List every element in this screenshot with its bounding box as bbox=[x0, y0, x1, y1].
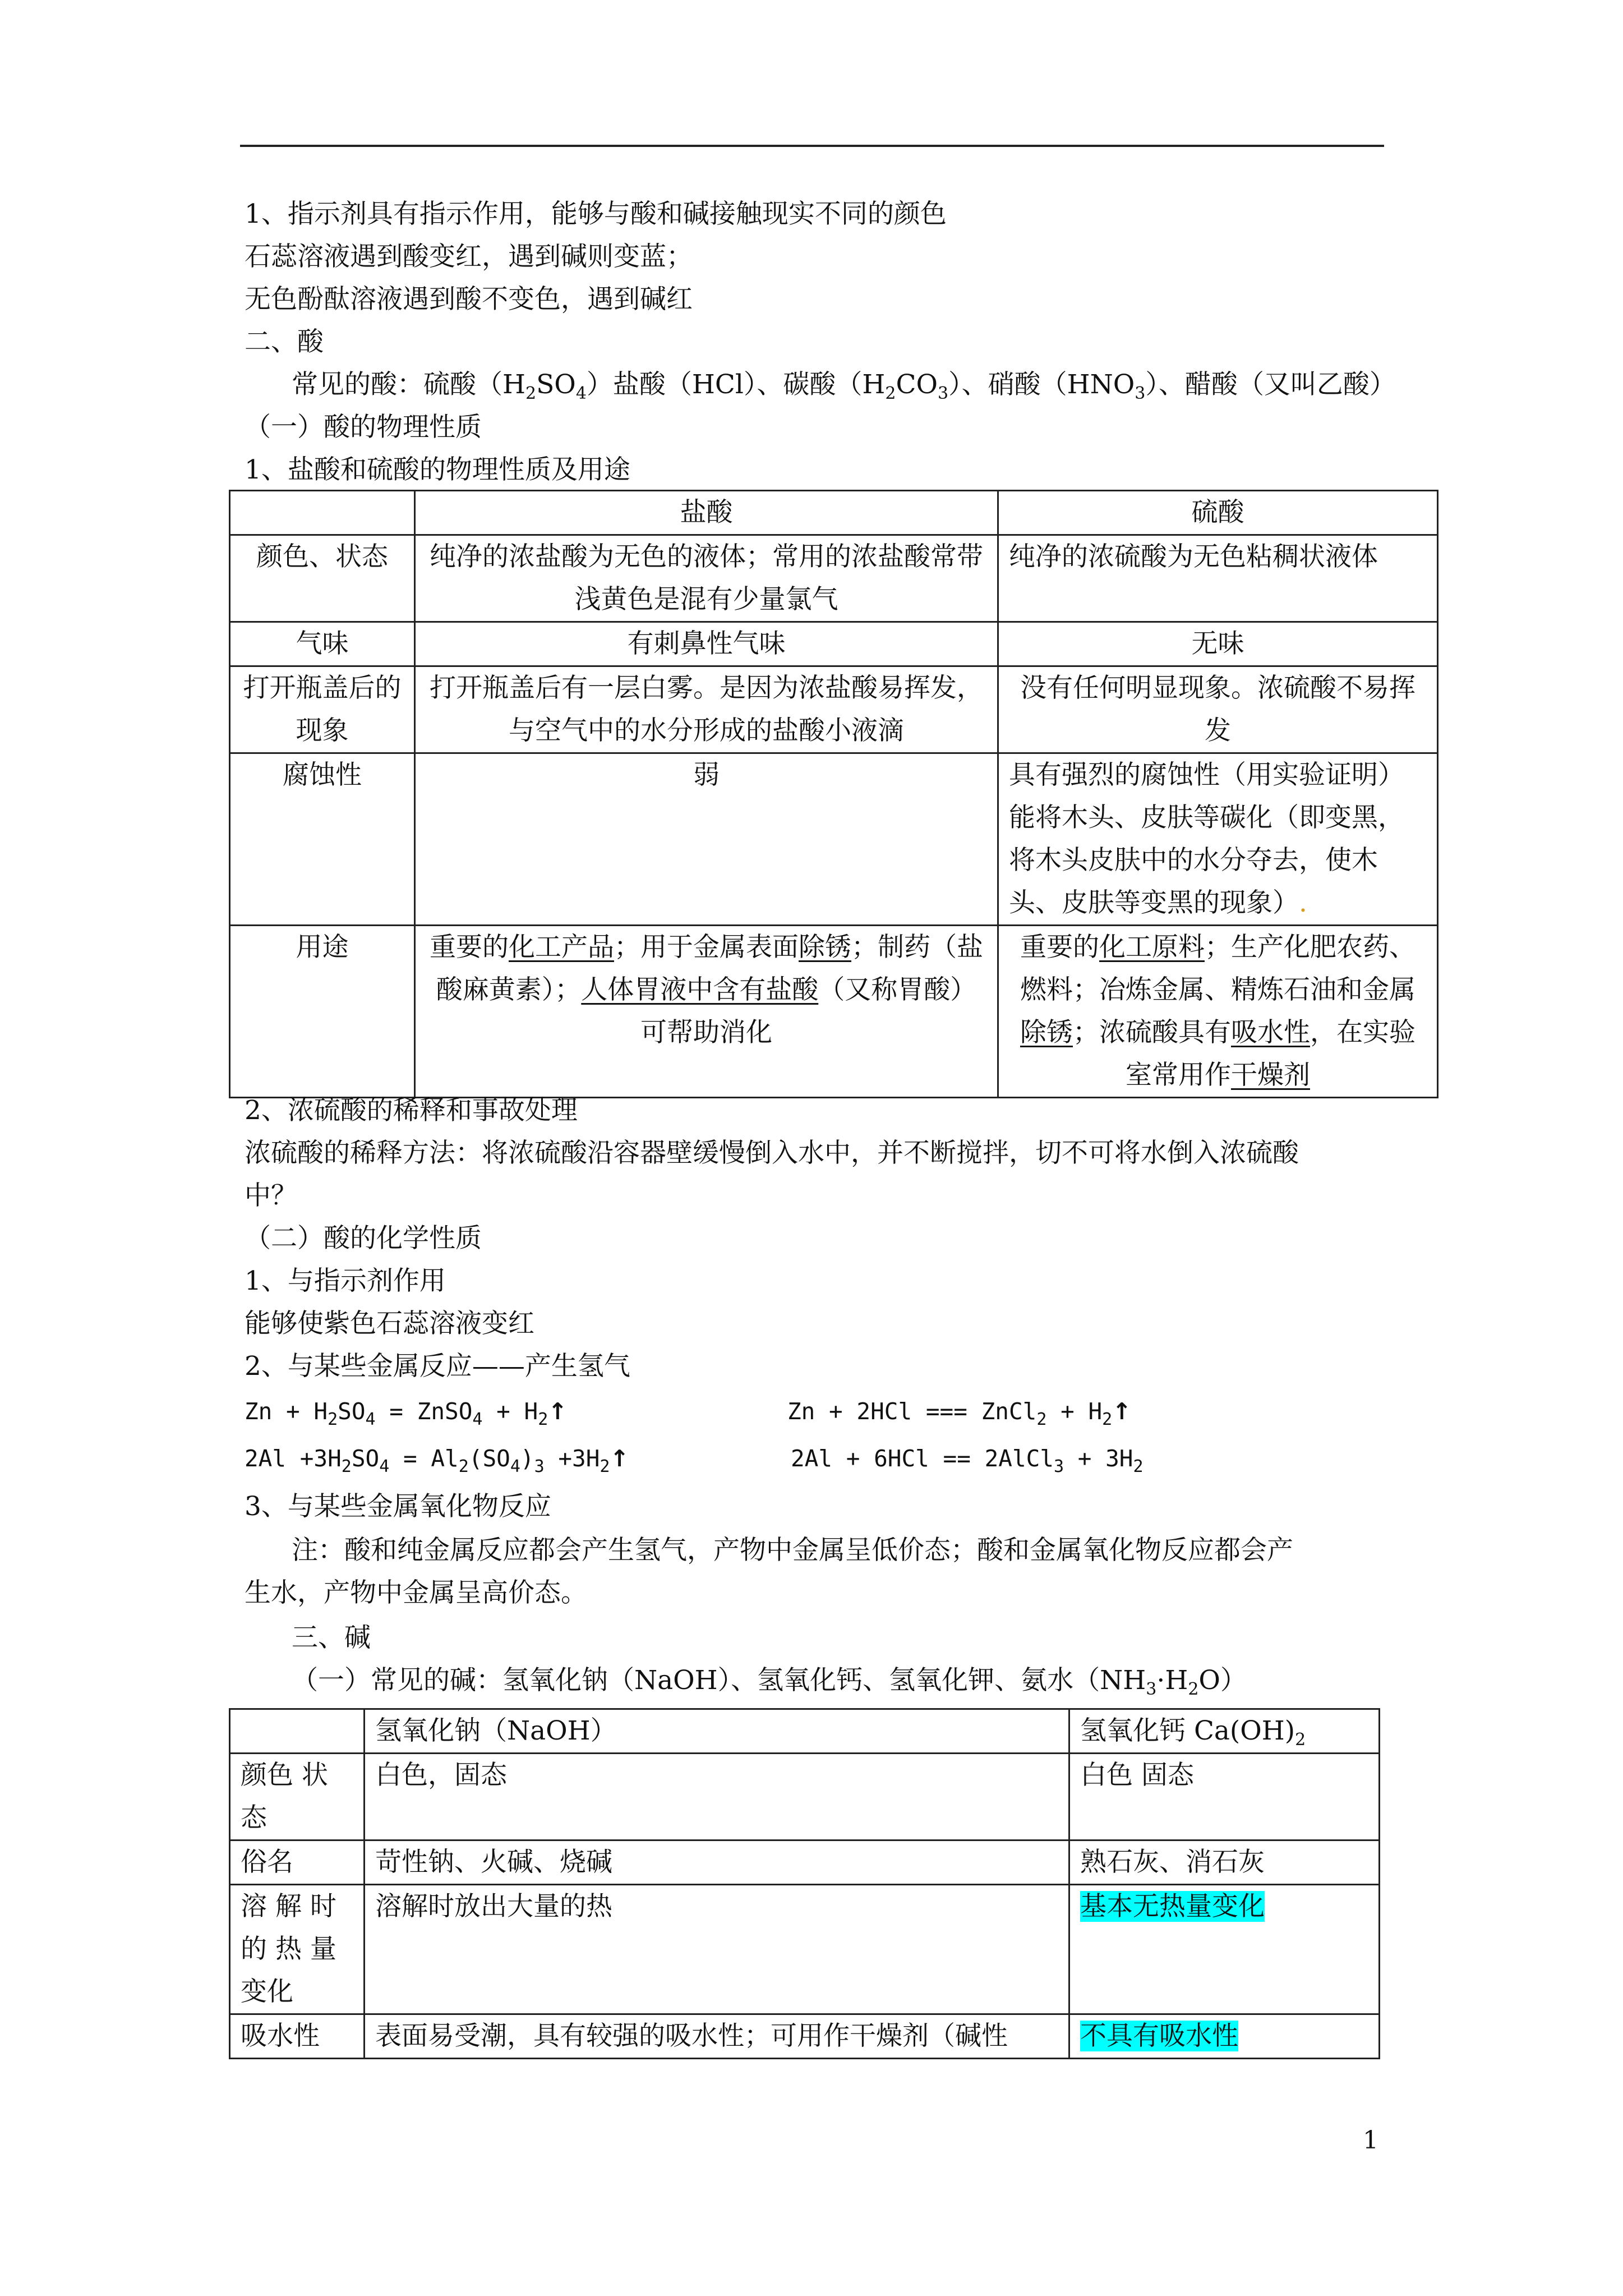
row-label: 溶 解 时 的 热 量 变化 bbox=[230, 1885, 365, 2014]
table-cell: 纯净的浓盐酸为无色的液体；常用的浓盐酸常带浅黄色是混有少量氯气 bbox=[415, 535, 998, 622]
base-table bbox=[229, 1708, 1380, 2059]
dilution-text-cont: 中？ bbox=[245, 1180, 297, 1211]
row-label: 腐蚀性 bbox=[230, 753, 415, 926]
dilution-heading: 2、浓硫酸的稀释和事故处理 bbox=[245, 1095, 578, 1126]
table-cell: 苛性钠、火碱、烧碱 bbox=[365, 1841, 1069, 1885]
up-arrow-icon: ↑ bbox=[1112, 1398, 1132, 1425]
acid-table bbox=[229, 490, 1438, 1098]
table-cell-highlight: 基本无热量变化 bbox=[1069, 1885, 1380, 2014]
up-arrow-icon: ↑ bbox=[610, 1445, 629, 1472]
table-cell: 无味 bbox=[998, 622, 1438, 666]
table-cell-h2so4-use: 重要的化工原料；生产化肥农药、燃料；冶炼金属、精炼石油和金属除锈；浓硫酸具有吸水性，在实验室常用作干燥剂 bbox=[998, 926, 1438, 1098]
table-cell: 白色，固态 bbox=[365, 1754, 1069, 1841]
table-cell: 纯净的浓硫酸为无色粘稠状液体 bbox=[998, 535, 1438, 622]
chemical-item-1-text: 能够使紫色石蕊溶液变红 bbox=[245, 1308, 534, 1339]
equation-zn-h2so4: $Zn + H_2SO_4$ = ZnSO$_4$ + $H_2↑$ bbox=[245, 1398, 568, 1429]
table-cell: 白色 固态 bbox=[1069, 1754, 1380, 1841]
row-label: 吸水性 bbox=[230, 2014, 365, 2059]
equation-al-h2so4: $2Al +3H_2SO_4 = Al_2(SO_4)_3$ $+3H_2↑$ bbox=[245, 1445, 629, 1476]
table-cell: 溶解时放出大量的热 bbox=[365, 1885, 1069, 2014]
base-heading: 三、碱 bbox=[292, 1622, 371, 1653]
dilution-text: 浓硫酸的稀释方法：将浓硫酸沿容器壁缓慢倒入水中，并不断搅拌，切不可将水倒入浓硫酸 bbox=[245, 1138, 1299, 1168]
row-label: 颜色 状 态 bbox=[230, 1754, 365, 1841]
row-label: 气味 bbox=[230, 622, 415, 666]
chemical-item-2: 2、与某些金属反应——产生氢气 bbox=[245, 1351, 630, 1382]
note-line-2: 生水，产物中金属呈高价态。 bbox=[245, 1577, 587, 1608]
intro-line-2: 石蕊溶液遇到酸变红，遇到碱则变蓝； bbox=[245, 241, 693, 272]
table-header-empty bbox=[230, 491, 415, 535]
table-header-caoh: 氢氧化钙 $Ca(OH)_2$ bbox=[1069, 1709, 1380, 1754]
row-label: 颜色、状态 bbox=[230, 535, 415, 622]
page-number: 1 bbox=[1363, 2126, 1378, 2155]
table-cell: 弱 bbox=[415, 753, 998, 926]
row-label: 俗名 bbox=[230, 1841, 365, 1885]
table-cell: 表面易受潮，具有较强的吸水性；可用作干燥剂（碱性 bbox=[365, 2014, 1069, 2059]
table-heading: 1、盐酸和硫酸的物理性质及用途 bbox=[245, 454, 630, 485]
table-header-h2so4: 硫酸 bbox=[998, 491, 1438, 535]
table-header-naoh: 氢氧化钠（NaOH） bbox=[365, 1709, 1069, 1754]
table-header-hcl: 盐酸 bbox=[415, 491, 998, 535]
table-cell-highlight: 不具有吸水性 bbox=[1069, 2014, 1380, 2059]
common-acids: 常见的酸：硫酸$(H_2SO_4)$盐酸（HCl）、碳酸$(H_2CO_3)$、硝酸$(HNO_3)$、醋酸（又叫乙酸） bbox=[292, 369, 1396, 403]
table-cell: 没有任何明显现象。浓硫酸不易挥发 bbox=[998, 666, 1438, 753]
physical-heading: （一）酸的物理性质 bbox=[245, 412, 482, 443]
table-cell: 打开瓶盖后有一层白雾。是因为浓盐酸易挥发，与空气中的水分形成的盐酸小液滴 bbox=[415, 666, 998, 753]
chemical-item-3: 3、与某些金属氧化物反应 bbox=[245, 1491, 551, 1522]
up-arrow-icon: ↑ bbox=[548, 1398, 568, 1425]
header-rule bbox=[240, 145, 1384, 147]
row-label: 用途 bbox=[230, 926, 415, 1098]
common-bases: （一）常见的碱：氢氧化钠（NaOH）、氢氧化钙、氢氧化钾、氨水$(NH_3\cdot H_2O)$ bbox=[292, 1665, 1247, 1699]
acid-heading: 二、酸 bbox=[245, 326, 324, 357]
equation-zn-hcl: Zn + 2HCl === ZnCl$_2$ + $H_2↑$ bbox=[787, 1398, 1132, 1429]
intro-line-3: 无色酚酞溶液遇到酸不变色，遇到碱红 bbox=[245, 284, 693, 315]
intro-line-1: 1、指示剂具有指示作用，能够与酸和碱接触现实不同的颜色 bbox=[245, 199, 947, 229]
table-cell-hcl-use: 重要的化工产品；用于金属表面除锈；制药（盐酸麻黄素）；人体胃液中含有盐酸（又称胃酸）可帮助消化 bbox=[415, 926, 998, 1098]
note-line-1: 注：酸和纯金属反应都会产生氢气，产物中金属呈低价态；酸和金属氧化物反应都会产 bbox=[292, 1535, 1293, 1566]
chemical-item-1: 1、与指示剂作用 bbox=[245, 1266, 446, 1296]
table-cell: 熟石灰、消石灰 bbox=[1069, 1841, 1380, 1885]
equation-al-hcl: 2Al + 6HCl == 2AlCl$_3$ + $3H_2$ bbox=[791, 1445, 1144, 1476]
chemical-heading: （二）酸的化学性质 bbox=[245, 1223, 482, 1254]
table-header-empty bbox=[230, 1709, 365, 1754]
table-cell: 具有强烈的腐蚀性（用实验证明）能将木头、皮肤等碳化（即变黑，将木头皮肤中的水分夺去，使木头、皮肤等变黑的现象）. bbox=[998, 753, 1438, 926]
table-cell: 有刺鼻性气味 bbox=[415, 622, 998, 666]
row-label: 打开瓶盖后的现象 bbox=[230, 666, 415, 753]
